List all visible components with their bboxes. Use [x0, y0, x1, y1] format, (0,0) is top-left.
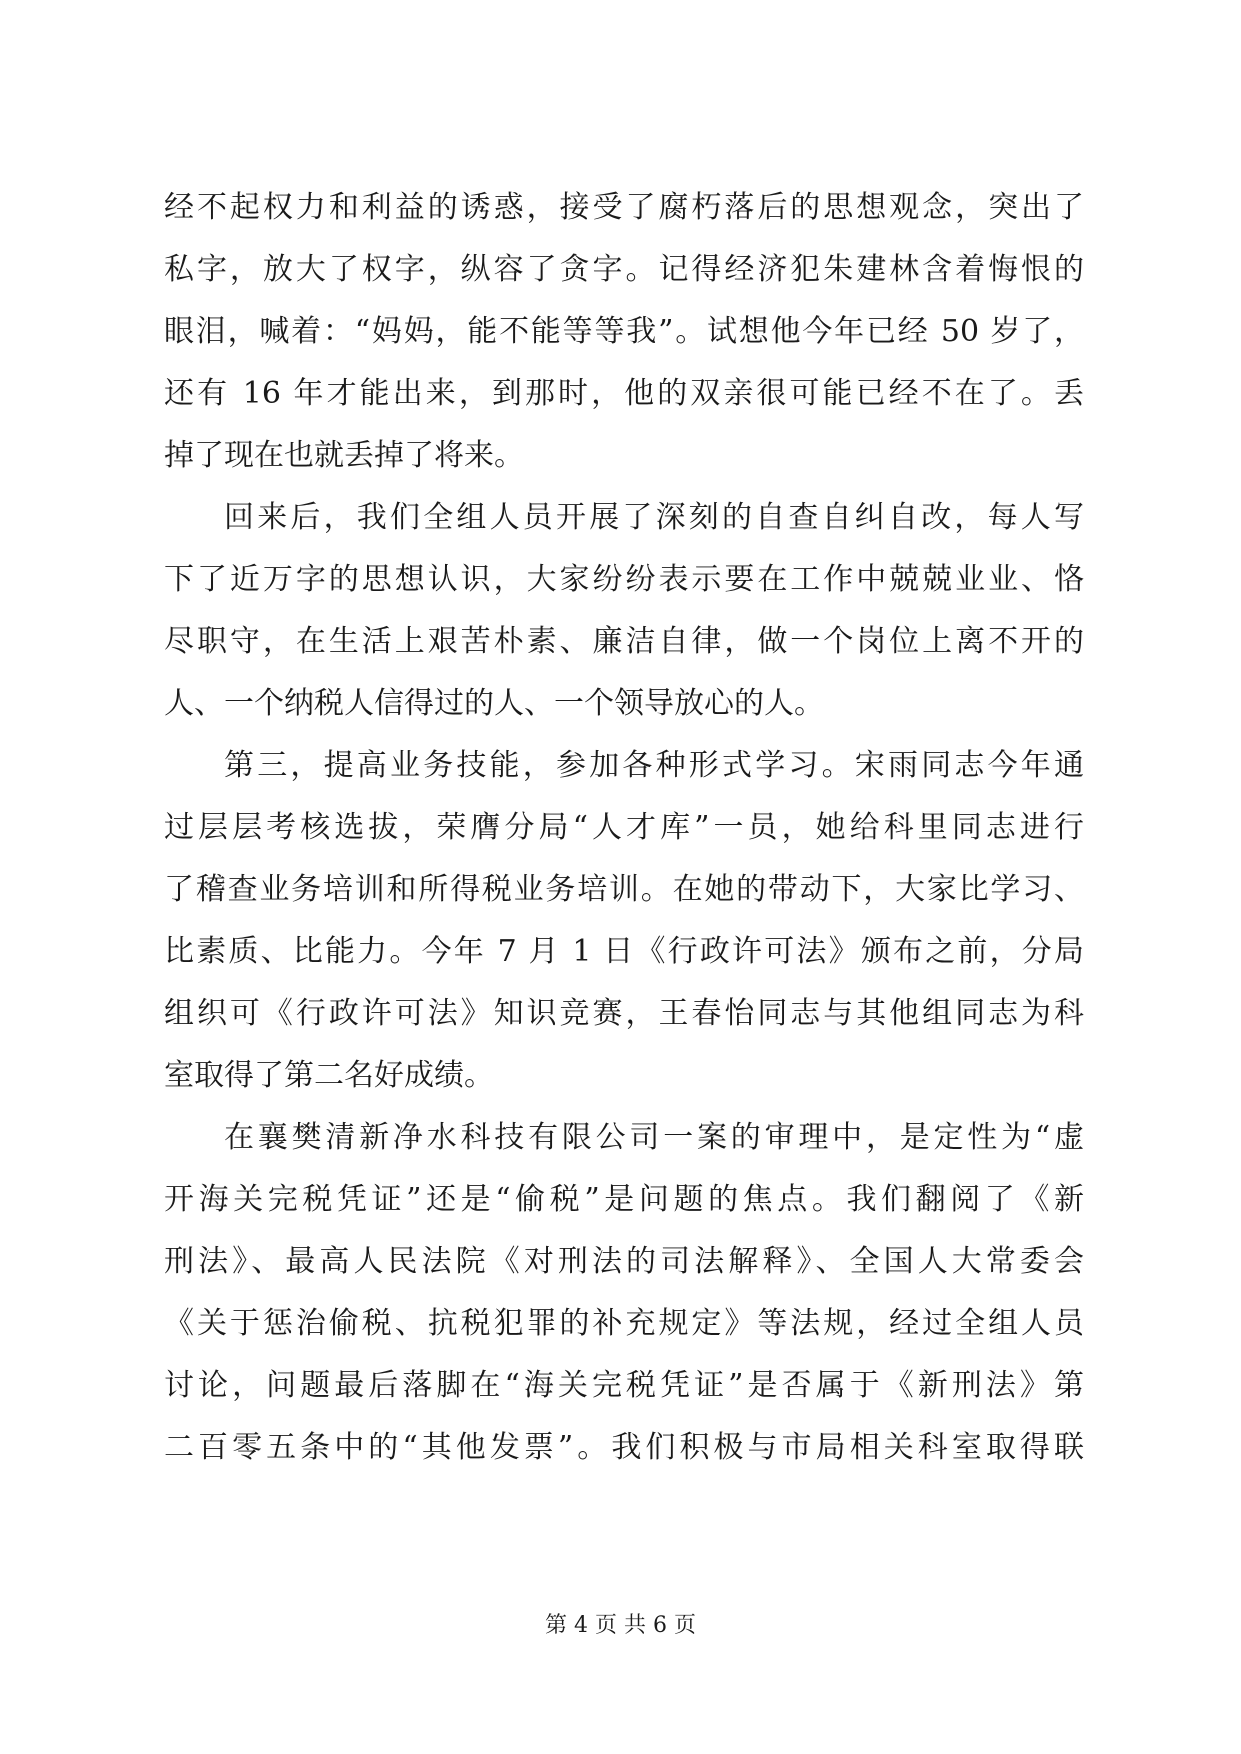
text-line: 在襄樊清新净水科技有限公司一案的审理中，是定性为“虚 [224, 1120, 1084, 1155]
text-line: 人、一个纳税人信得过的人、一个领导放心的人。 [164, 686, 824, 721]
text-line: 刑法》、最高人民法院《对刑法的司法解释》、全国人大常委会 [164, 1244, 1084, 1279]
text-line: 回来后，我们全组人员开展了深刻的自查自纠自改，每人写 [224, 500, 1084, 535]
text-line: 组织可《行政许可法》知识竞赛，王春怡同志与其他组同志为科 [164, 996, 1084, 1031]
text-line: 尽职守，在生活上艰苦朴素、廉洁自律，做一个岗位上离不开的 [164, 624, 1084, 659]
text-line: 室取得了第二名好成绩。 [164, 1058, 494, 1093]
text-line: 还有 16 年才能出来，到那时，他的双亲很可能已经不在了。丢 [164, 376, 1084, 411]
paragraph [164, 487, 1084, 735]
text-line: 了稽查业务培训和所得税业务培训。在她的带动下，大家比学习、 [164, 872, 1084, 907]
text-line: 二百零五条中的“其他发票”。我们积极与市局相关科室取得联 [164, 1430, 1084, 1465]
text-line: 第三，提高业务技能，参加各种形式学习。宋雨同志今年通 [224, 748, 1084, 783]
paragraph [164, 1107, 1084, 1479]
body-text [164, 177, 1084, 1479]
text-line: 眼泪，喊着：“妈妈，能不能等等我”。试想他今年已经 50 岁了， [164, 314, 1084, 349]
paragraph [164, 735, 1084, 1107]
text-line: 过层层考核选拔，荣膺分局“人才库”一员，她给科里同志进行 [164, 810, 1084, 845]
text-line: 私字，放大了权字，纵容了贪字。记得经济犯朱建林含着悔恨的 [164, 252, 1084, 287]
text-line: 比素质、比能力。今年 7 月 1 日《行政许可法》颁布之前，分局 [164, 934, 1084, 969]
text-line: 经不起权力和利益的诱惑，接受了腐朽落后的思想观念，突出了 [164, 190, 1084, 225]
text-line: 《关于惩治偷税、抗税犯罪的补充规定》等法规，经过全组人员 [164, 1306, 1084, 1341]
text-line: 开海关完税凭证”还是“偷税”是问题的焦点。我们翻阅了《新 [164, 1182, 1084, 1217]
page-number-footer: 第 4 页 共 6 页 [545, 1613, 696, 1638]
text-line: 讨论，问题最后落脚在“海关完税凭证”是否属于《新刑法》第 [164, 1368, 1084, 1403]
text-line: 下了近万字的思想认识，大家纷纷表示要在工作中兢兢业业、恪 [164, 562, 1084, 597]
paragraph [164, 177, 1084, 487]
text-line: 掉了现在也就丢掉了将来。 [164, 438, 524, 473]
